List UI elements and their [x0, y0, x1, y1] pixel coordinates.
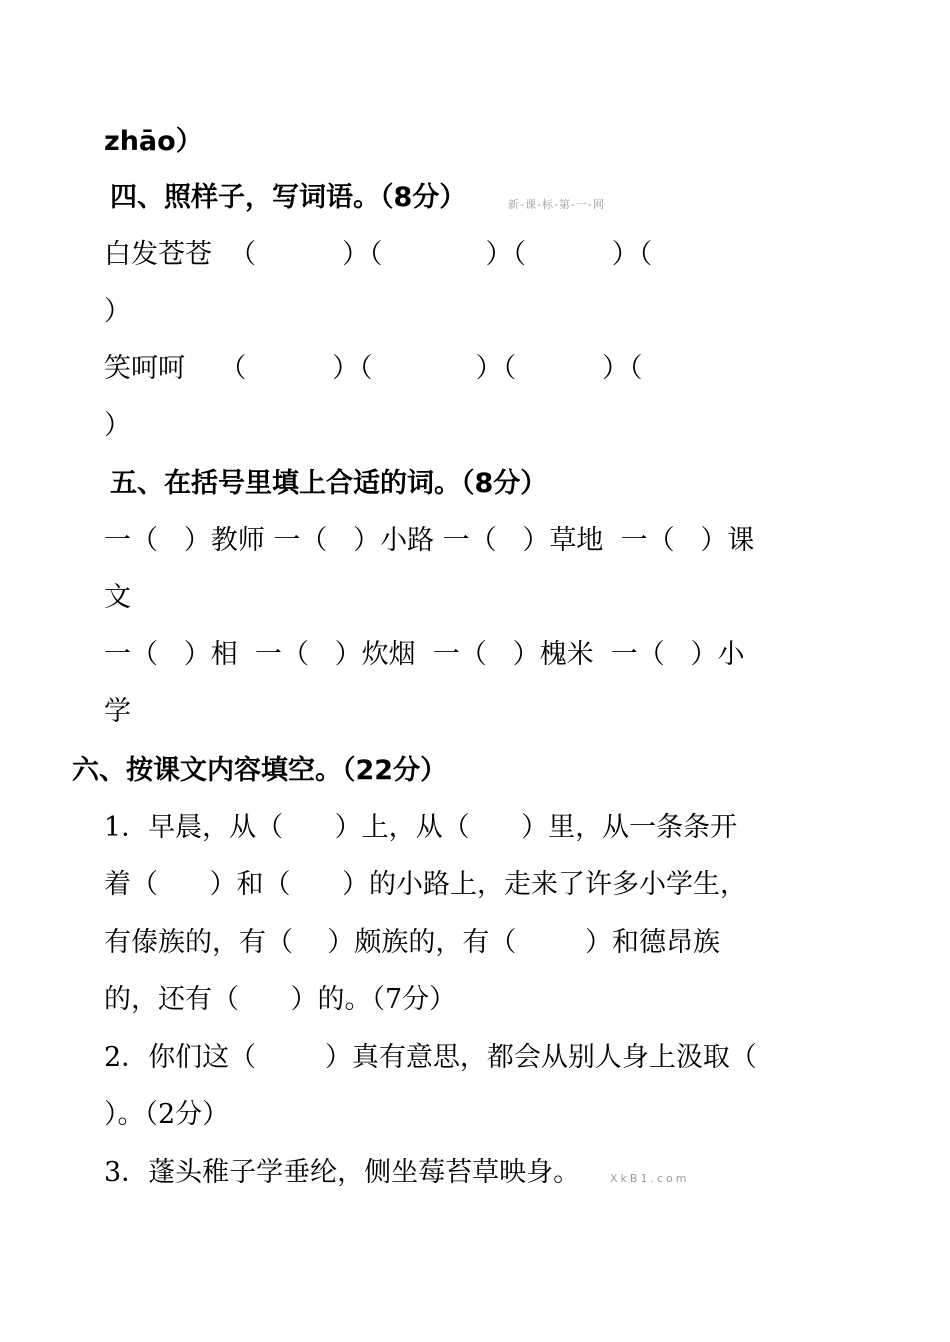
pinyin-tail: zhāo） — [104, 126, 203, 157]
section-4-row-1: 白发苍苍 （ ）（ ）（ ）（ — [104, 239, 653, 270]
section-5-row-1-wrap: 文 — [104, 582, 131, 613]
question-1-line-2: 着（ ）和（ ）的小路上，走来了许多小学生， — [104, 869, 747, 900]
section-6-heading: 六、按课文内容填空。（22分） — [72, 755, 448, 786]
section-5-row-2-wrap: 学 — [104, 696, 131, 727]
watermark-xinkebiao: 新-课-标-第-一-网 — [508, 198, 605, 211]
section-4-row-2: 笑呵呵 （ ）（ ）（ ）（ — [104, 353, 643, 384]
section-4-heading: 四、照样子，写词语。（8分） — [110, 182, 467, 213]
question-2-line-2: ）。（2分） — [104, 1099, 230, 1130]
question-2-line-1: 2．你们这（ ）真有意思，都会从别人身上汲取（ — [104, 1042, 757, 1073]
question-1-line-4: 的，还有（ ）的。（7分） — [104, 984, 457, 1015]
section-4-row-2-wrap: ） — [104, 410, 131, 441]
question-3-line-1: 3．蓬头稚子学垂纶，侧坐莓苔草映身。 — [104, 1157, 581, 1188]
section-4-row-1-wrap: ） — [104, 296, 131, 327]
section-5-heading: 五、在括号里填上合适的词。（8分） — [110, 468, 548, 499]
question-1-line-1: 1．早晨，从（ ）上，从（ ）里，从一条条开 — [104, 812, 738, 843]
section-5-row-2: 一（ ）相 一（ ）炊烟 一（ ）槐米 一（ ）小 — [104, 639, 745, 670]
question-1-line-3: 有傣族的，有（ ）颇族的，有（ ）和德昂族 — [104, 927, 720, 958]
watermark-xkb1: XkB1.com — [610, 1172, 690, 1185]
section-5-row-1: 一（ ）教师 一（ ）小路 一（ ）草地 一（ ）课 — [104, 525, 755, 556]
